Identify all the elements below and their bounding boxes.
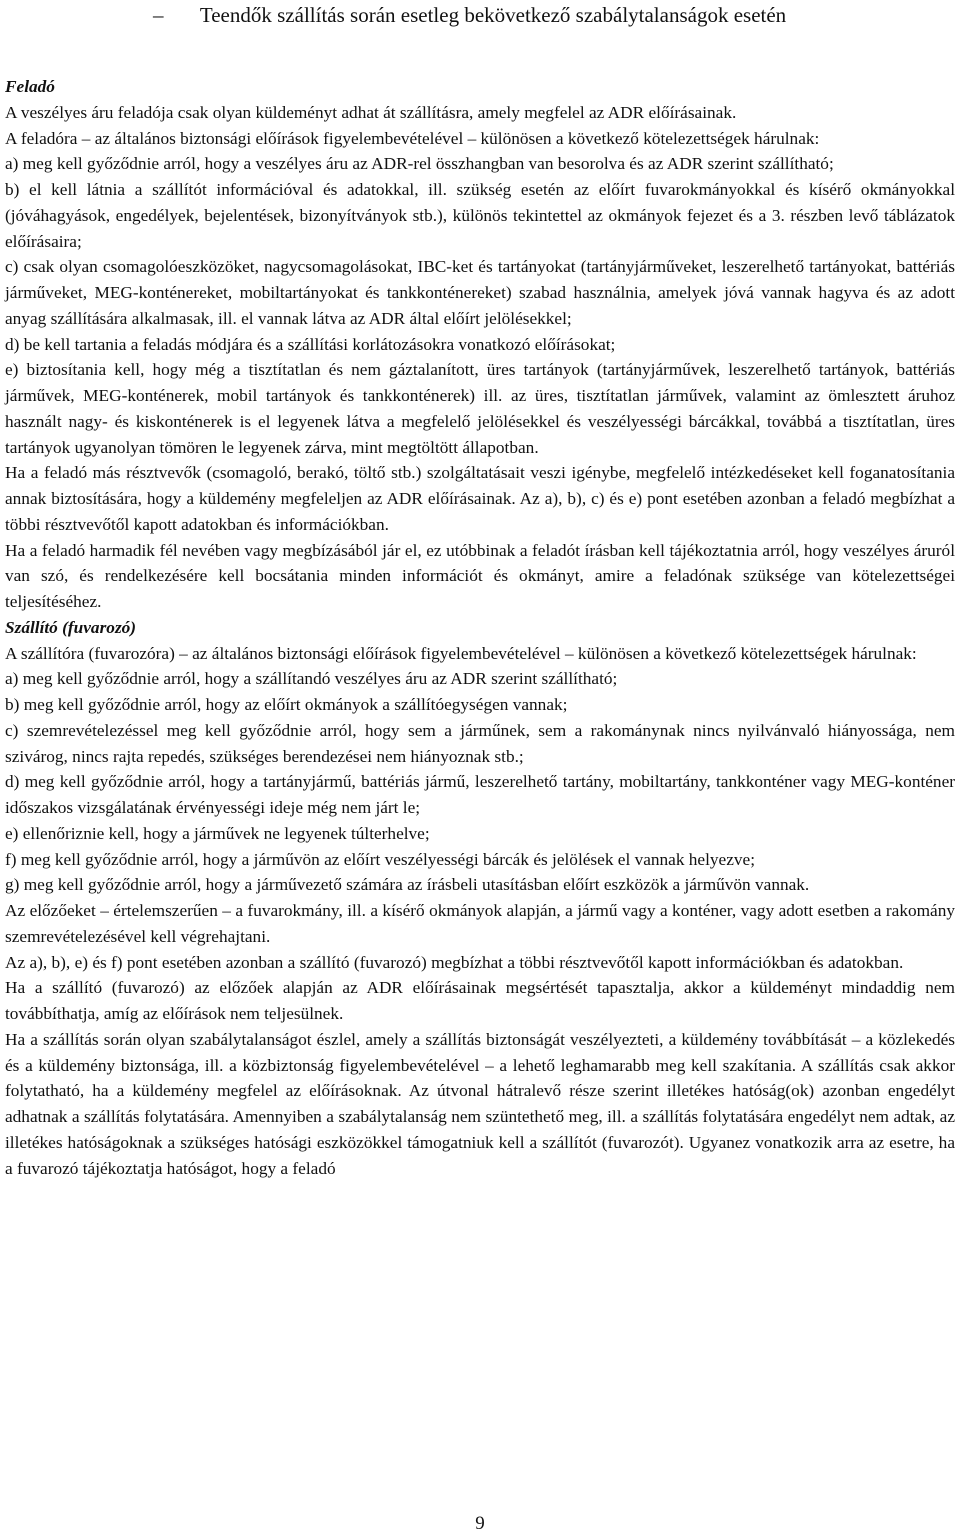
paragraph: d) be kell tartania a feladás módjára és a szállítási korlátozásokra vonatkozó előírásokat; [5, 334, 616, 354]
paragraph: e) ellenőriznie kell, hogy a járművek ne legyenek túlterhelve; [5, 823, 430, 843]
paragraph: A szállítóra (fuvarozóra) – az általános biztonsági előírások figyelembevételével – különösen a következő kötelezettségek hárulnak: [5, 643, 917, 663]
paragraph: f) meg kell győződnie arról, hogy a járművön az előírt veszélyességi bárcák és jelölések el vannak helyezve; [5, 849, 755, 869]
felado-title: Feladó [5, 77, 55, 96]
paragraph: e) biztosítania kell, hogy még a tisztítatlan és nem gáztalanított, üres tartányok (tartányjárművek, leszerelhető tartányok, battériás járművek, MEG-konténerek, mobil tartányok és tankkonténerek) ill. az üres, tisztítatlan járművek, valamint az ömlesztett áruhoz használt nagy- és kiskonténerek is el legyenek látva a megfelelő jelölésekkel és veszélyességi bárcákkal, továbbá a tisztítatlan, üres tartányok ugyanolyan tömören le legyenek zárva, mint megtöltött állapotban. [5, 360, 955, 457]
paragraph: Ha a feladó más résztvevők (csomagoló, berakó, töltő stb.) szolgáltatásait veszi igénybe, megfelelő intézkedéseket kell foganatosítania annak biztosítására, hogy a küldemény megfeleljen az ADR előírásainak. Az a), b), c) és e) pont esetében azonban a feladó megbízhat a többi résztvevőtől kapott adatokban és információkban. [5, 463, 955, 534]
paragraph: c) csak olyan csomagolóeszközöket, nagycsomagolásokat, IBC-ket és tartányokat (tartányjárműveket, leszerelhető tartányokat, battériás járműveket, MEG-konténereket, mobiltartányokat és tankkonténereket) szabad használnia, amelyek jóvá vannak hagyva és az adott anyag szállítására alkalmasak, ill. el vannak látva az ADR által előírt jelölésekkel; [5, 257, 955, 328]
paragraph: d) meg kell győződnie arról, hogy a tartányjármű, battériás jármű, leszerelhető tartány, mobiltartány, tankkonténer vagy MEG-konténer időszakos vizsgálatának érvényességi ideje még nem járt le; [5, 772, 955, 817]
paragraph: A veszélyes áru feladója csak olyan küldeményt adhat át szállításra, amely megfelel az ADR előírásainak. [5, 102, 737, 122]
paragraph: Ha a feladó harmadik fél nevében vagy megbízásából jár el, ez utóbbinak a feladót írásban kell tájékoztatnia arról, hogy veszélyes áruról van szó, és rendelkezésére kell bocsátania minden információt és okmányt, amire a feladónak szüksége van kötelezettségei teljesítéséhez. [5, 540, 955, 611]
paragraph: Az előzőeket – értelemszerűen – a fuvarokmány, ill. a kísérő okmányok alapján, a jármű vagy a konténer, vagy adott esetben a rakomány szemrevételezésével kell végrehajtani. [5, 901, 955, 946]
heading-dash: – [153, 3, 164, 27]
paragraph: a) meg kell győződnie arról, hogy a veszélyes áru az ADR-rel összhangban van besorolva és az ADR szerint szállítható; [5, 154, 834, 174]
paragraph: a) meg kell győződnie arról, hogy a szállítandó veszélyes áru az ADR szerint szállítható; [5, 669, 618, 689]
heading-text: Teendők szállítás során esetleg bekövetkező szabálytalanságok esetén [199, 3, 787, 27]
document-page [5, 0, 955, 1181]
body-text [5, 74, 955, 1181]
paragraph: b) meg kell győződnie arról, hogy az előírt okmányok a szállítóegységen vannak; [5, 695, 568, 714]
paragraph: Ha a szállítás során olyan szabálytalanságot észlel, amely a szállítás biztonságát veszélyezteti, a küldemény továbbítását – a közlekedés és a küldemény biztonsága, ill. a közbiztonság figyelembevételével – a lehető leghamarabb meg kell szakítania. A szállítás csak akkor folytatható, ha a küldemény megfelel az előírásoknak. Az útvonal hátralevő része szerint illetékes hatóság(ok) azonban engedélyt adhatnak a szállítás folytatására. Amennyiben a szabálytalanság nem szüntethető meg, ill. a szállítás folytatására engedélyt nem adtak, az illetékes hatóságoknak a szükséges hatósági eszközökkel támogatniuk kell a szállítót (fuvarozót). Ugyanez vonatkozik arra az esetre, ha a fuvarozó tájékoztatja hatóságot, hogy a feladó [5, 1029, 955, 1178]
szallito-title: Szállító (fuvarozó) [5, 617, 137, 637]
paragraph: g) meg kell győződnie arról, hogy a járművezető számára az írásbeli utasításban előírt eszközök a járművön vannak. [5, 875, 810, 895]
paragraph: Az a), b), e) és f) pont esetében azonban a szállító (fuvarozó) megbízhat a többi résztvevőtől kapott információkban és adatokban. [5, 952, 904, 972]
paragraph: b) el kell látnia a szállítót információval és adatokkal, ill. szükség esetén az előírt fuvarokmányokkal és kísérő okmányokkal (jóváhagyások, engedélyek, bejelentések, bizonyítványok stb.), különös tekintettel az okmányok fejezet és a 3. részben levő táblázatok előírásaira; [5, 180, 955, 251]
section-heading [5, 2, 955, 28]
page-number: 9 [475, 1513, 485, 1534]
paragraph: c) szemrevételezéssel meg kell győződnie arról, hogy sem a járműnek, sem a rakománynak nincs nyilvánvaló hiányossága, nem szivárog, nincs rajta repedés, szükséges berendezései nem hiányoznak stb.; [5, 720, 955, 766]
paragraph: A feladóra – az általános biztonsági előírások figyelembevételével – különösen a következő kötelezettségek hárulnak: [5, 128, 820, 148]
paragraph: Ha a szállító (fuvarozó) az előzőek alapján az ADR előírásainak megsértését tapasztalja, akkor a küldeményt mindaddig nem továbbíthatja, amíg az előírások nem teljesülnek. [5, 978, 955, 1023]
